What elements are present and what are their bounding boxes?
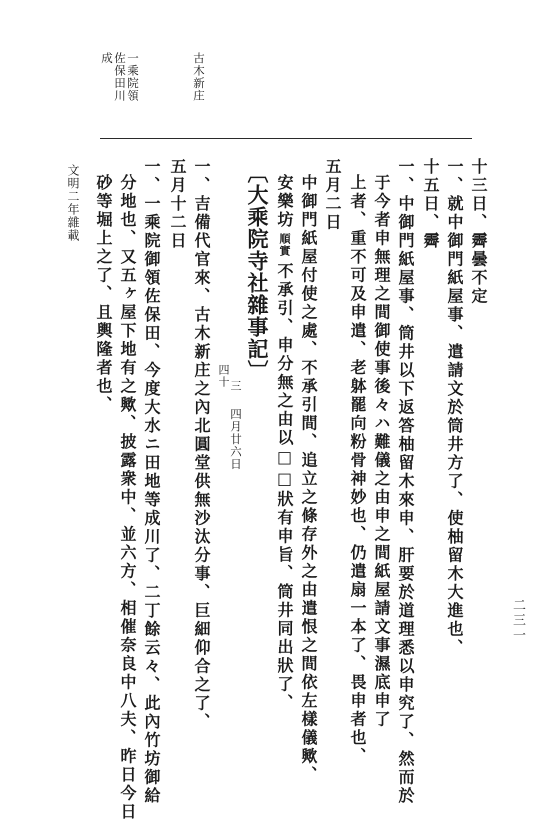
title-date: 四月廿六日: [229, 408, 243, 471]
text-line-2: 一、就中御門紙屋事、遣請文於筒井方了、使柚留木大進也、: [445, 158, 464, 658]
text-line-4: 一、中御門紙屋事、筒井以下返答柚留木來申、肝要於道理悉以申究了、然而於: [396, 158, 415, 806]
text-line-1: 十三日、霽曇不定: [469, 158, 488, 306]
text-line-3: 十五日、霽: [421, 158, 440, 251]
text-line-6: 上者、重不可及申遣、老躰罷向粉骨神妙也、仍遣扇一本了、畏申者也、: [348, 174, 367, 766]
text-line-11: 五月十二日: [168, 158, 187, 251]
margin-note-nari: 成: [100, 52, 114, 65]
text-line-5: 于今者申無理之間御使事後々ハ難儀之由申之間紙屋請文事濕底申了: [372, 174, 391, 729]
margin-note-sahoda-gawa: 佐保田川: [113, 52, 127, 102]
text-line-7: 五月二日: [323, 158, 342, 232]
text-line-12: 一、一乘院御領佐保田、今度大水ニ田地等成川了、二丁餘云々、此內竹坊御給: [142, 158, 161, 806]
title-volume-lower: 三: [229, 380, 242, 392]
text-line-8: 中御門紙屋付使之處、不承引間、追立之條存外之由遣恨之間依左樣儀歟、: [299, 174, 318, 785]
margin-note-ichijoin-ryo: 一乘院領: [126, 52, 140, 102]
title-volume-upper: 四十: [217, 364, 230, 388]
text-line-10: 一、吉備代官來、古木新庄之內北圓堂供無沙汰分事、巨細仰合之了、: [192, 158, 211, 732]
title-close-bracket: 〕: [245, 360, 270, 382]
inline-annotation: 順實: [278, 232, 291, 257]
annotated-name: 安樂坊: [275, 174, 294, 230]
running-header: 文明二年雜載: [66, 164, 80, 242]
title-open-bracket: 〔: [245, 162, 270, 184]
text-line-13: 分地也、又五ヶ屋下地有之歟、披露衆中、並六方、相催奈良中八夫、昨日今日: [118, 174, 137, 822]
margin-rule: [100, 138, 472, 139]
text-line-14: 砂等堀上之了、且輿隆者也、: [94, 174, 113, 415]
text-line-9: [276, 174, 292, 713]
page-number: 二三一: [510, 598, 525, 643]
section-title: [247, 162, 268, 382]
title-text: 大乘院寺社雜事記: [245, 184, 270, 360]
line-9-text: 不承引、申分無之由以□□狀有申旨、筒井同出狀了、: [275, 262, 294, 713]
margin-note-koki-shinsho: 古木新庄: [192, 52, 206, 102]
